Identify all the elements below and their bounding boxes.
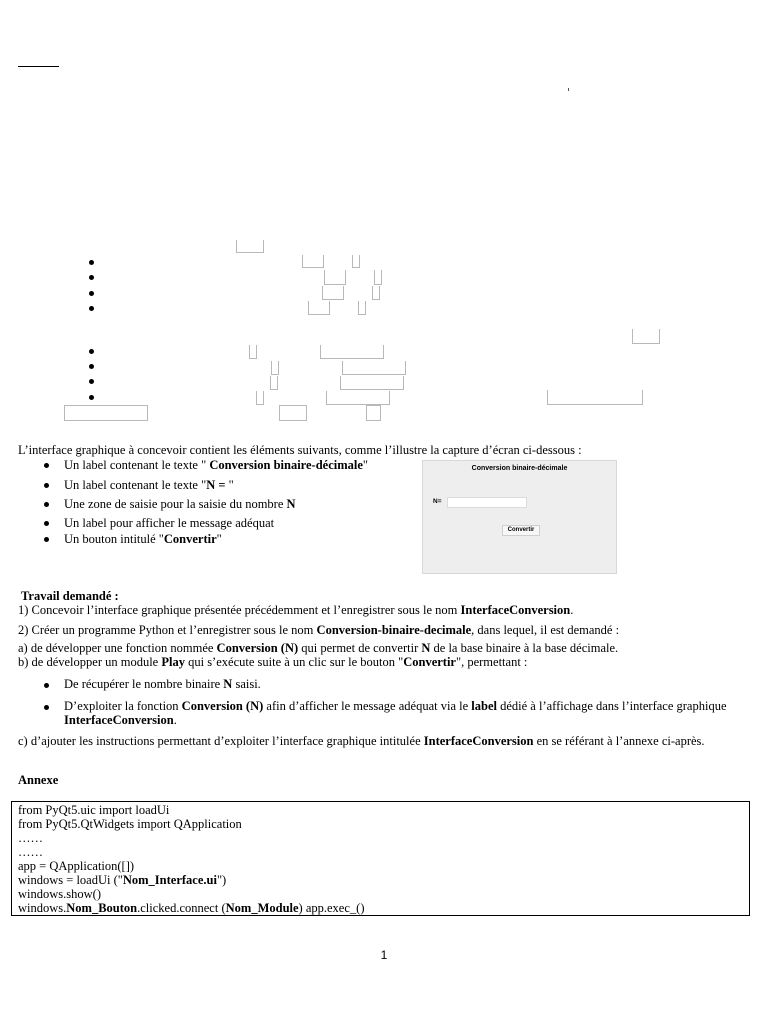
code-line: from PyQt5.QtWidgets import QApplication: [18, 817, 242, 831]
stray-mark: [568, 88, 569, 91]
gui-n-label: N=: [433, 498, 442, 505]
code-line: app = QApplication([]): [18, 859, 135, 873]
code-line: from PyQt5.uic import loadUi: [18, 803, 170, 817]
code-line: ……: [18, 845, 43, 859]
intro-text: L’interface graphique à concevoir contient les éléments suivants, comme l’illustre la capture d’écran ci-dessous :: [18, 443, 582, 457]
bullet-icon: [44, 521, 49, 526]
code-line: windows.Nom_Bouton.clicked.connect (Nom_Module) app.exec_(): [18, 901, 365, 915]
annexe-heading: Annexe: [18, 773, 59, 787]
gui-n-input: [447, 497, 527, 508]
sub-item-exploiter-cont: InterfaceConversion.: [64, 713, 177, 727]
sub-item-exploiter: D’exploiter la fonction Conversion (N) afin d’afficher le message adéquat via le label dédié à l’affichage dans l’interface graphique: [64, 699, 727, 713]
list-item: Un label contenant le texte "N = ": [64, 478, 234, 492]
code-line: windows = loadUi ("Nom_Interface.ui"): [18, 873, 227, 887]
list-item: Un bouton intitulé "Convertir": [64, 532, 222, 546]
travail-heading: Travail demandé :: [21, 589, 119, 603]
question-b: b) de développer un module Play qui s’exécute suite à un clic sur le bouton "Convertir", permettant :: [18, 655, 528, 669]
list-item: Une zone de saisie pour la saisie du nombre N: [64, 497, 296, 511]
bullet-icon: [44, 483, 49, 488]
question-a: a) de développer une fonction nommée Conversion (N) qui permet de convertir N de la base binaire à la base décimale.: [18, 641, 619, 655]
bullet-icon: [44, 683, 49, 688]
gui-screenshot: [422, 460, 617, 574]
question-c: c) d’ajouter les instructions permettant d’exploiter l’interface graphique intitulée InterfaceConversion en se référant à l’annexe ci-après.: [18, 734, 705, 748]
code-line: windows.show(): [18, 887, 101, 901]
bullet-icon: [44, 537, 49, 542]
bullet-icon: [44, 502, 49, 507]
code-line: ……: [18, 831, 43, 845]
question-2: 2) Créer un programme Python et l’enregistrer sous le nom Conversion-binaire-decimale, dans lequel, il est demandé :: [18, 623, 620, 637]
bullet-icon: [44, 463, 49, 468]
top-rule: [18, 66, 59, 67]
sub-item-recuperer: De récupérer le nombre binaire N saisi.: [64, 677, 261, 691]
bullet-icon: [44, 705, 49, 710]
page-number: 1: [380, 948, 388, 962]
gui-title-label: Conversion binaire-décimale: [471, 465, 568, 472]
list-item: Un label pour afficher le message adéquat: [64, 516, 275, 530]
question-1: 1) Concevoir l’interface graphique présentée précédemment et l’enregistrer sous le nom InterfaceConversion.: [18, 603, 574, 617]
list-item: Un label contenant le texte " Conversion binaire-décimale": [64, 458, 369, 472]
annexe-code-box: [11, 801, 750, 916]
gui-convert-button: Convertir: [502, 525, 540, 536]
